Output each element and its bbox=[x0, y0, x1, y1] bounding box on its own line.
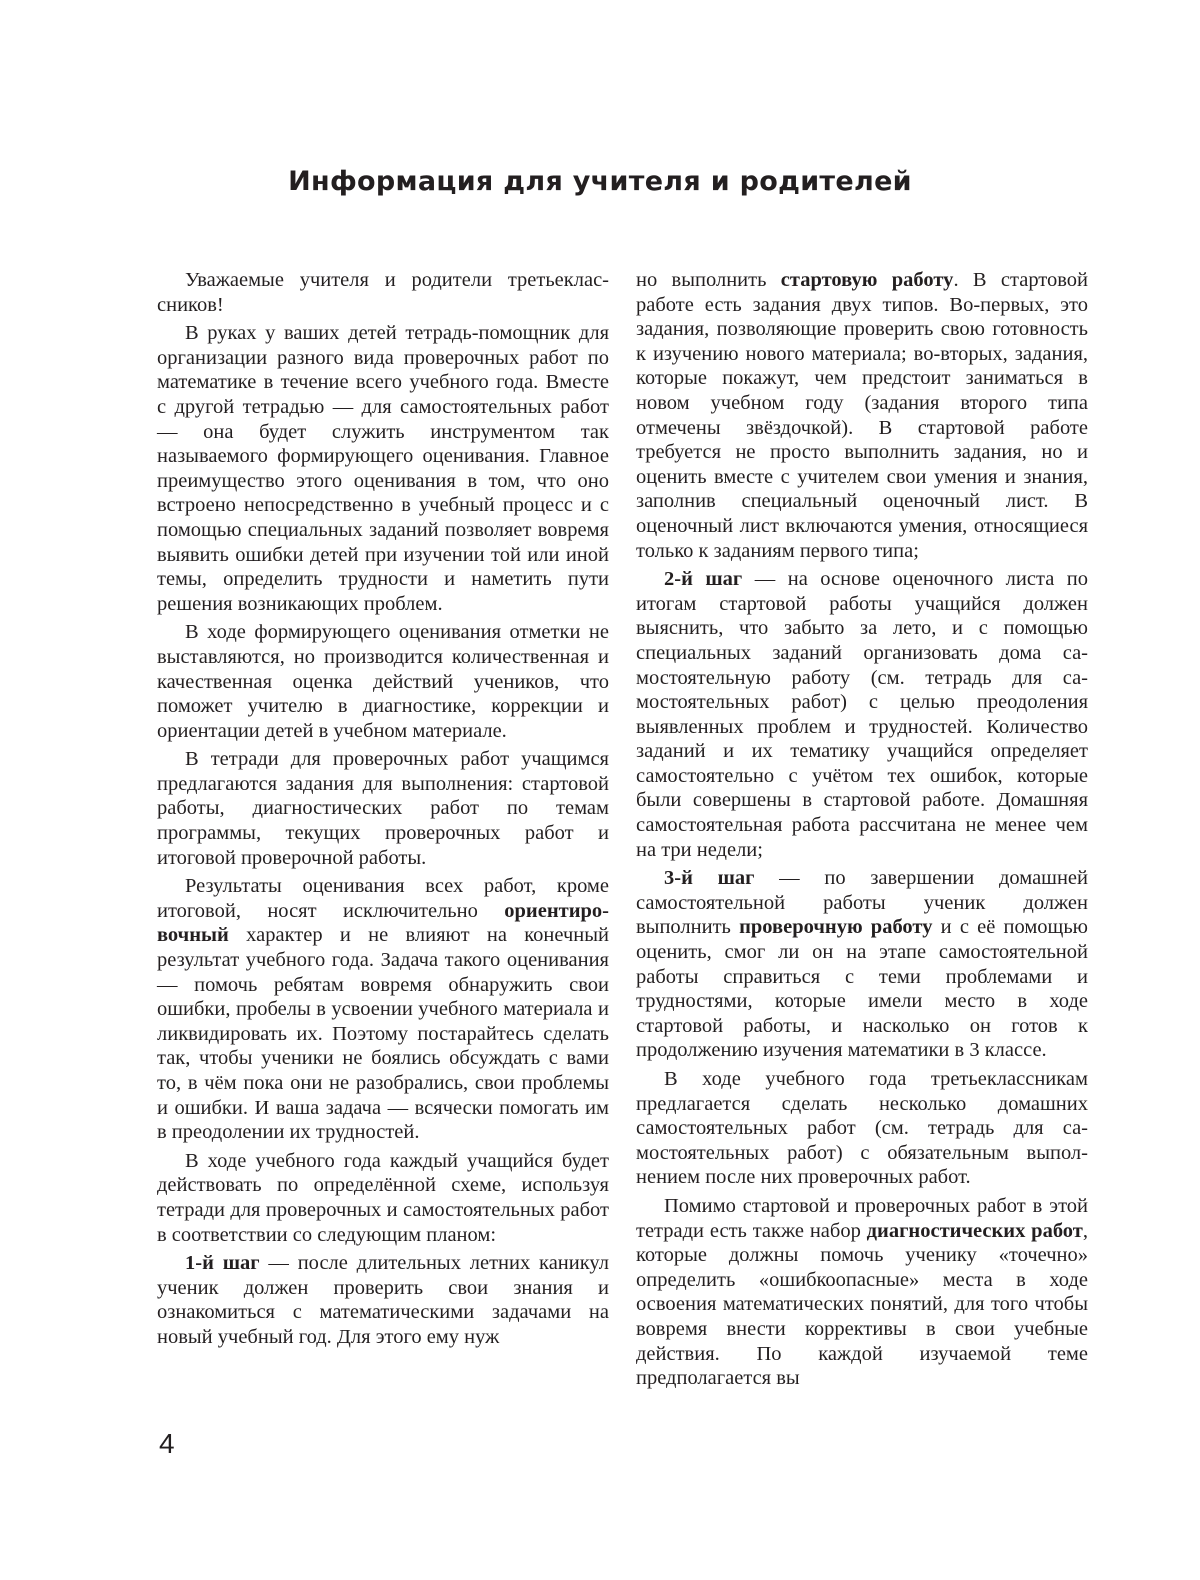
paragraph: В ходе учебного года третьеклассникам предлагается сделать несколько домашних самостоятельных работ (см. тетрадь для самостоятельных работ) с обязательным выполнением после них проверочных работ. bbox=[636, 1068, 1088, 1189]
paragraph: В ходе учебного года каждый учащийся будет действовать по определённой схеме, используя тетради для проверочных и самостоятельных работ в соответствии со следующим планом: bbox=[157, 1149, 609, 1246]
bold-term: ориентировочный bbox=[157, 899, 609, 947]
bold-term: стартовую работу bbox=[780, 269, 954, 291]
paragraph: В ходе формирующего оценивания отметки не выставляются, но производится количественная и качественная оценка действий учеников, что поможет учителю в диагностике, коррекции и ориентации детей в учебном материале. bbox=[157, 621, 609, 742]
page-number: 4 bbox=[159, 1428, 175, 1459]
step-label: 2-й шаг bbox=[664, 568, 743, 591]
page-title: Информация для учителя и родителей bbox=[288, 166, 912, 197]
right-column bbox=[636, 268, 1088, 1391]
step-1-paragraph: 1-й шаг — после длительных летних каникул ученик должен проверить свои знания и ознакомиться с математическими задачами на новый учебный год. Для этого ему нуж bbox=[157, 1252, 609, 1348]
bold-term: проверочную работу bbox=[739, 916, 933, 939]
step-2-paragraph: 2-й шаг — на основе оценочного листа по итогам стартовой работы учащийся должен выяснить, что забыто за лето, и с помощью специальных заданий организовать дома самостоятельную работу (см. тетрадь для самостоятельных работ) с целью преодоления выявленных проблем и трудностей. Количество заданий и их тематику учащийся определяет самостоятельно с учётом тех ошибок, которые были совершены в стартовой работе. Домашняя самостоятельная работа рассчитана не менее чем на три недели; bbox=[636, 568, 1088, 861]
step-label: 1-й шаг bbox=[185, 1252, 260, 1275]
paragraph: В руках у ваших детей тетрадь-помощник для организации разного вида проверочных работ по математике в течение всего учебного года. Вместе с другой тетрадью — для самостоятельных работ — она будет служить инструментом так называемого формирующего оценивания. Главное преимущество этого оценивания в том, что оно встроено непосредственно в учебный процесс и с помощью специальных заданий позволяет вовремя выявить ошибки детей при изучении той или иной темы, определить трудности и наметить пути решения возникающих проблем. bbox=[157, 322, 609, 615]
left-column bbox=[157, 268, 609, 1350]
paragraph: Результаты оценивания всех работ, кроме итоговой, носят исключительно ориентировочный характер и не влияют на конечный результат учебного года. Задача такого оценивания — помочь ребятам вовремя обнаружить свои ошибки, пробелы в усвоении учебного материала и ликвидировать их. Поэтому постарайтесь сделать так, чтобы ученики не боялись обсуждать с вами то, в чём пока они не разобрались, свои проблемы и ошибки. И ваша задача — всячески помогать им в преодолении их трудностей. bbox=[157, 875, 609, 1144]
step-3-paragraph: 3-й шаг — по завершении домашней самостоятельной работы ученик должен выполнить проверочную работу и с её помощью оценить, смог ли он на этапе самостоятельной работы справиться с теми проблемами и трудностями, которые имели место в ходе стартовой работы, и насколько он готов к продолжению изучения математики в 3 классе. bbox=[636, 867, 1088, 1062]
step-label: 3-й шаг bbox=[664, 867, 755, 890]
paragraph: Помимо стартовой и проверочных работ в этой тетради есть также набор диагностических работ, которые должны помочь ученику «точечно» определить «ошибкоопасные» места в ходе освоения математических понятий, для того чтобы вовремя внести коррективы в свои учебные действия. По каждой изучаемой теме предполагается вы bbox=[636, 1194, 1088, 1390]
bold-term: диагностических работ bbox=[866, 1219, 1083, 1242]
paragraph: В тетради для проверочных работ учащимся предлагаются задания для выполнения: стартовой работы, диагностических работ по темам программы, текущих проверочных работ и итоговой проверочной работы. bbox=[157, 748, 609, 869]
paragraph-continued: но выполнить стартовую работу. В стартовой работе есть задания двух типов. Во-первых, это задания, позволяющие проверить свою готовность к изучению нового материала; во-вторых, задания, которые покажут, чем предстоит заниматься в новом учебном году (задания второго типа отмечены звёздочкой). В стартовой работе требуется не просто выполнить задания, но и оценить вместе с учителем свои умения и знания, заполнив специальный оценочный лист. В оценочный лист включаются умения, относящиеся только к заданиям первого типа; bbox=[636, 269, 1089, 562]
greeting-paragraph: Уважаемые учителя и родители третьеклассников! bbox=[157, 269, 609, 316]
